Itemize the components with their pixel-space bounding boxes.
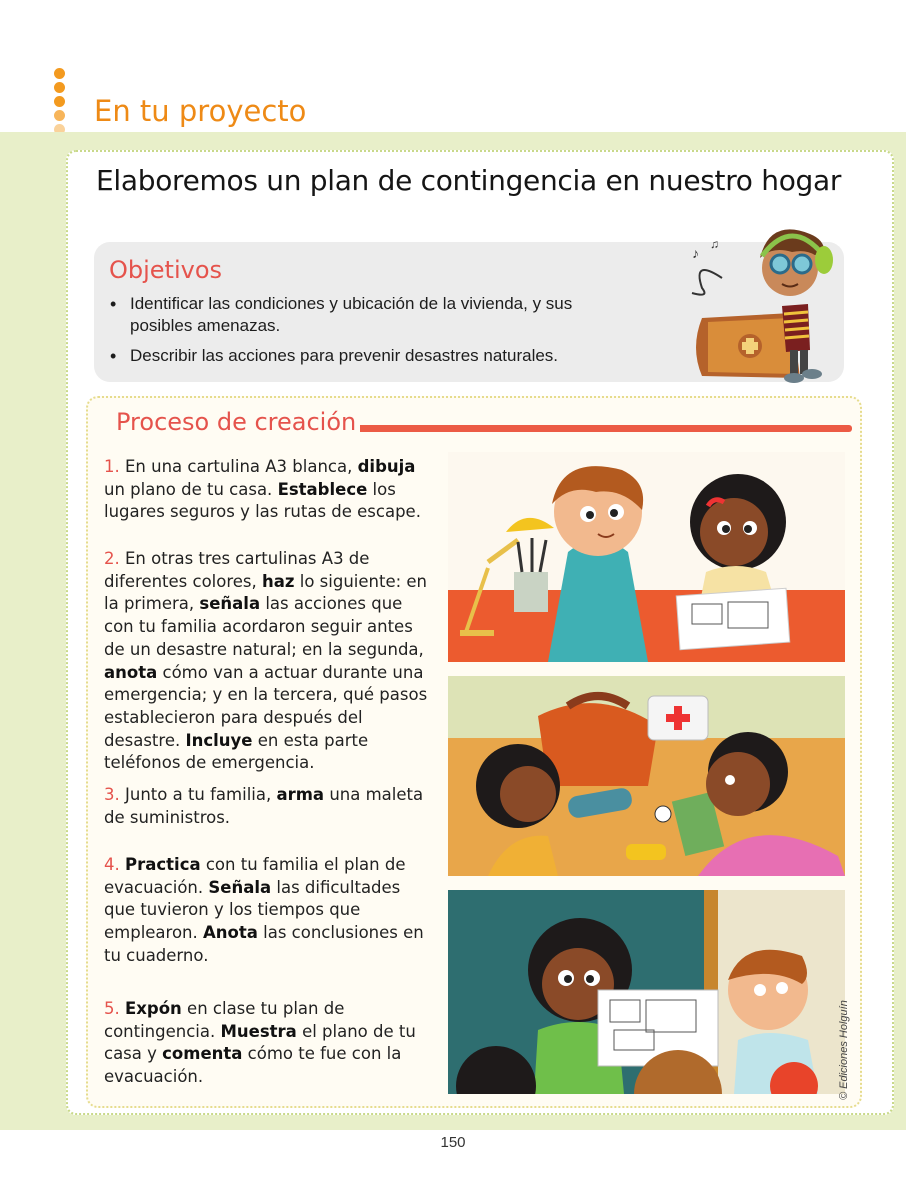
- page-number: 150: [440, 1134, 466, 1151]
- step-action-verb: señala: [199, 594, 261, 614]
- illustration-class-presentation: [448, 890, 845, 1094]
- section-title: En tu proyecto: [94, 94, 307, 128]
- step-text: cómo te fue con la evacuación.: [104, 1044, 402, 1087]
- step-text: en clase tu plan de contingencia.: [104, 999, 345, 1041]
- step-number: 1.: [104, 457, 120, 476]
- decorative-dots: [54, 68, 66, 138]
- step-action-verb: Expón: [125, 999, 182, 1018]
- copyright-credit: © Ediciones Holguín: [838, 1000, 850, 1100]
- step-text: las acciones que con tu familia acordaron seguir antes de un desastre natural; en la segunda,: [104, 594, 424, 659]
- process-step: [104, 548, 434, 775]
- process-step: [104, 784, 434, 829]
- step-action-verb: Anota: [203, 923, 258, 943]
- svg-text:♪: ♪: [692, 245, 699, 261]
- step-text: las dificultades que tuvieron y los tiempos que emplearon.: [104, 877, 401, 943]
- step-text: En otras tres cartulinas A3 de diferentes colores,: [104, 549, 370, 591]
- step-text: cómo van a actuar durante una emergencia; y en la tercera, qué pasos establecieron para después del desastre.: [104, 662, 428, 750]
- svg-text:♫: ♫: [710, 237, 719, 251]
- objectives-list: [108, 293, 628, 375]
- step-text: En una cartulina A3 blanca,: [119, 457, 358, 476]
- step-action-verb: Practica: [125, 855, 201, 874]
- step-action-verb: anota: [104, 662, 158, 682]
- step-action-verb: Señala: [208, 877, 272, 897]
- step-action-verb: Establece: [277, 479, 368, 499]
- step-action-verb: comenta: [162, 1044, 243, 1064]
- mascot-boy-illustration: [682, 218, 842, 388]
- step-text: lo siguiente: en la primera,: [104, 571, 428, 614]
- illustration-kids-drawing-plan: [448, 452, 845, 662]
- step-action-verb: Muestra: [220, 1021, 297, 1041]
- objective-item: • Describir las acciones para prevenir desastres naturales.: [108, 345, 628, 367]
- step-number: 5.: [104, 999, 120, 1018]
- process-title: Proceso de creación: [116, 408, 360, 436]
- step-text: una maleta de suministros.: [104, 785, 424, 827]
- step-text: los lugares seguros y las rutas de escape.: [104, 479, 421, 522]
- objective-item: • Identificar las condiciones y ubicación de la vivienda, y sus posibles amenazas.: [108, 293, 628, 337]
- objectives-title: Objetivos: [109, 256, 223, 284]
- step-number: 4.: [104, 855, 120, 874]
- step-action-verb: Incluye: [185, 730, 253, 750]
- process-title-underline: [338, 425, 852, 432]
- step-action-verb: dibuja: [357, 457, 416, 476]
- step-text: un plano de tu casa.: [104, 479, 278, 499]
- step-text: con tu familia el plan de evacuación.: [104, 855, 406, 897]
- process-step: [104, 456, 434, 524]
- step-action-verb: arma: [276, 785, 325, 804]
- step-text: en esta parte teléfonos de emergencia.: [104, 730, 369, 773]
- project-title: Elaboremos un plan de contingencia en nuestro hogar: [96, 164, 842, 197]
- illustration-emergency-kit: [448, 676, 845, 876]
- step-action-verb: haz: [262, 571, 295, 591]
- step-number: 2.: [104, 549, 120, 568]
- process-step: [104, 854, 434, 968]
- process-step: [104, 998, 434, 1089]
- step-text: Junto a tu familia,: [119, 785, 277, 804]
- step-text: las conclusiones en tu cuaderno.: [104, 923, 424, 965]
- step-number: 3.: [104, 785, 120, 804]
- step-text: el plano de tu casa y: [104, 1021, 416, 1064]
